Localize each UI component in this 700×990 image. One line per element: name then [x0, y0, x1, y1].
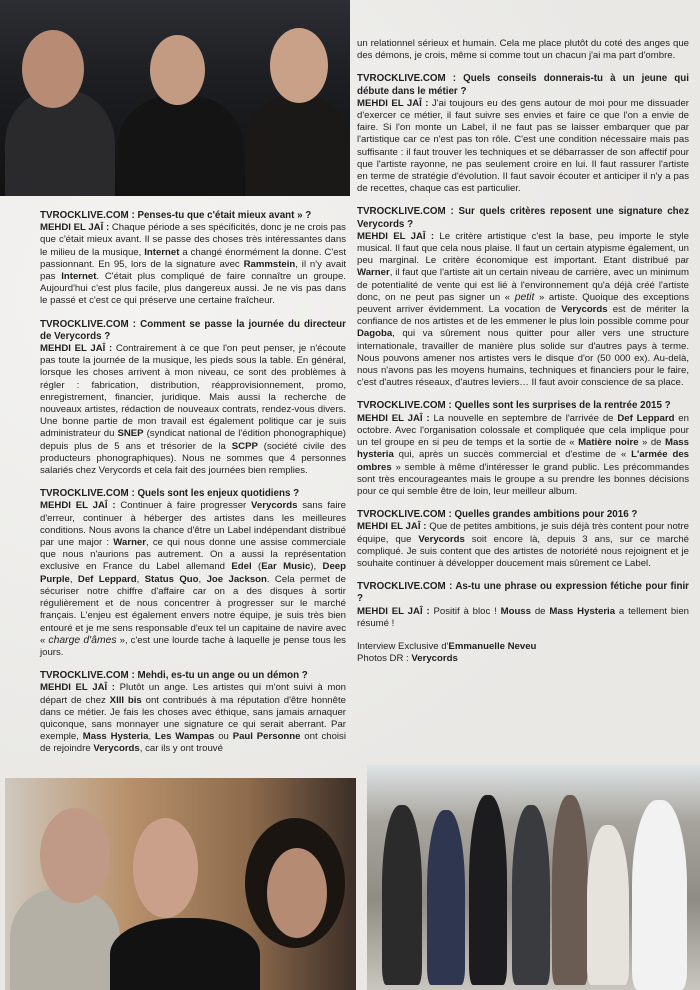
interviewer-label: TVROCKLIVE.COM : [357, 73, 464, 85]
answer [357, 521, 689, 570]
answer-text: » artiste. Quoique des exceptions peuvent arriver évidemment. La vocation de [357, 291, 690, 316]
bold-name: Paul Personne [232, 731, 301, 743]
answer [357, 606, 689, 630]
question [357, 400, 689, 412]
interview-section [357, 206, 689, 389]
bold-name: Edel [231, 561, 252, 573]
answer-text: Continuer à faire progresser [120, 500, 252, 512]
interviewee-label: MEHDI EL JAÎ : [40, 500, 121, 512]
question-text: Quels sont les enjeux quotidiens ? [137, 488, 300, 500]
bold-name: SCPP [231, 440, 258, 452]
interviewee-label: MEHDI EL JAÎ : [357, 521, 430, 533]
italic-quote: petit [514, 291, 535, 303]
answer [357, 231, 689, 390]
bold-name: Status Quo [144, 573, 199, 585]
bold-name: Warner [113, 537, 146, 549]
question [357, 206, 689, 230]
interview-section [40, 319, 346, 478]
photos-label: Photos DR : [357, 653, 412, 665]
bold-name: Def Leppard [617, 412, 675, 424]
answer-text: , qui va sûrement nous quitter pour aller vers une structure internationale, travailler de manière plus solide sur d'autres pays à terme. Nous pouvons amener nos artistes vers le disque d'or (50 000 ex). Au-delà, nous n'avons pas les moyens humains, techniques et financiers pour le faire, c'est d'autres réseaux, d'autres leviers… Il faut avoir conscience de sa place. [357, 328, 689, 389]
bold-name: Def Leppard [77, 573, 137, 585]
bold-name: L'armée des ombres [357, 449, 690, 473]
question [40, 319, 346, 343]
question [40, 210, 346, 222]
answer-text: , [148, 731, 155, 743]
question-text: Sur quels critères reposent une signature chez Verycords ? [357, 206, 689, 230]
answer-text: qui, après un succès commercial et d'estime de « [393, 449, 632, 461]
answer [357, 98, 689, 196]
interviewer-label: TVROCKLIVE.COM : [40, 670, 138, 682]
answer [40, 500, 346, 659]
credits [357, 641, 689, 665]
answer-text: ont choisi de rejoindre [40, 731, 346, 755]
question-text: Quelles sont les surprises de la rentrée 2015 ? [454, 400, 671, 412]
answer-text: . C'était plus compliqué de faire connaître un groupe. Aujourd'hui c'est plus facile, plus dangereux aussi. Je ne vis pas dans le passé et c'est ce qui préserve une certaine fraîcheur. [40, 271, 346, 307]
question [357, 73, 689, 97]
interviewer-label: TVROCKLIVE.COM : [357, 400, 455, 412]
answer-text: , [136, 573, 145, 585]
bold-name: Mass Hysteria [82, 731, 149, 743]
answer-text: , car ils y ont trouvé [139, 743, 223, 755]
bold-name: Matière noire [578, 437, 639, 449]
question [40, 488, 346, 500]
interviewer-label: TVROCKLIVE.COM : [357, 206, 459, 218]
answer-text: Plutôt un ange. Les artistes qui m'ont suivi à mon départ de chez [40, 682, 346, 706]
bold-name: Verycords [561, 304, 608, 316]
question-text: Comment se passe la journée du directeur de Verycords ? [40, 318, 346, 342]
article-column-right [357, 38, 689, 665]
interviewee-label: MEHDI EL JAÎ : [40, 682, 120, 694]
answer-text: Contrairement à ce que l'on peut penser, je n'écoute pas toute la journée de la musique, les pieds sous la table. En général, lorsque les choses arrivent à mon niveau, ce sont des problèmes à régler : fabrication, distribution, réapprovisionnement, promo, enregistrement, financier, juridique. Mais aussi la recherche de nouveaux artistes, rédaction de nouveaux contrats, rendez-vous divers. Une bonne partie de mon travail est également politique car je suis administrateur du [40, 343, 346, 440]
answer-text: La nouvelle en septembre de l'arrivée de [433, 412, 618, 424]
answer-text: (société civile des producteurs phonographiques). Nous ne sommes que 4 personnes salariés chez Verycords et cela fait des journées bien remplies. [40, 440, 346, 477]
interview-section [40, 210, 346, 308]
interviewee-label: MEHDI EL JAÎ : [357, 230, 440, 242]
bold-name: Internet [61, 271, 97, 283]
answer-text: Chaque période a ses spécificités, donc je ne crois pas que c'était mieux avant. Il se passe des choses très intéressantes dans le milieu de la musique, [40, 222, 346, 258]
bold-name: Internet [144, 246, 180, 258]
bold-name: SNEP [117, 428, 144, 440]
bold-name: Ear Music [261, 561, 311, 573]
interview-section [357, 73, 689, 195]
question-text: As-tu une phrase ou expression fétiche pour finir ? [357, 581, 689, 605]
answer-text: , il n'y avait pas [40, 258, 346, 283]
interview-section [357, 581, 689, 630]
answer-text: Positif à bloc ! [433, 605, 501, 617]
answer-continuation: un relationnel sérieux et humain. Cela me place plutôt du coté des anges que des démons, je crois, même si comme tout un chacun j'ai ma part d'ombre. [357, 38, 689, 62]
interviewee-label: MEHDI EL JAÎ : [357, 97, 432, 109]
bold-name: Joe Jackson [206, 573, 267, 585]
answer-text: Que de petites ambitions, je suis déjà très content pour notre équipe, que [357, 521, 689, 545]
bold-name: Verycords [251, 500, 298, 512]
answer-text: , il faut que l'artiste ait un certain niveau de carrière, avec un minimum de potentialité de vente qui est lié à l'environnement qu'a déjà créé l'artiste donc, on ne peut pas signer un « [357, 267, 689, 303]
answer-text: est de mériter la confiance de nos artistes et de les emmener le plus loin possible comme pour [357, 304, 689, 328]
photos-credit: Verycords [411, 653, 458, 665]
answer-text: ), [310, 561, 323, 573]
interviewee-label: MEHDI EL JAÎ : [357, 605, 434, 617]
answer [40, 343, 346, 477]
interview-section [357, 509, 689, 570]
bold-name: XIII bis [109, 694, 142, 706]
interviewee-label: MEHDI EL JAÎ : [40, 222, 112, 234]
question [40, 670, 346, 682]
bold-name: Les Wampas [154, 731, 215, 743]
interview-section [40, 670, 346, 755]
answer-text: , ce qui nous donne une assise commerciale que nous n'aurions pas autrement. On a aussi la représentation exclusive en France du Label allemand [40, 537, 346, 573]
answer-text: », c'est une lourde tache à laquelle je pense tous les jours. [40, 634, 346, 658]
answer-text: . Cela permet de sécuriser notre chiffre d'affaire car on a des disques à sortir régulièrement et de nous concentrer à progresser sur le marché français. L'enjeu est également envers notre équipe, je suis très bien entouré et je me sens responsable d'eux tel un capitaine de navire avec « [40, 573, 346, 646]
interviewer-label: TVROCKLIVE.COM : [40, 210, 138, 221]
bold-name: Deep Purple [40, 561, 346, 585]
answer-text: a changé énormément la donne. C'est passionnant. En 95, lors de la signature avec [40, 246, 346, 270]
interviewer-label: TVROCKLIVE.COM : [357, 509, 455, 521]
interview-section [40, 488, 346, 659]
answer-text: soit encore là, depuis 3 ans, sur ce marché compliqué. Je suis content que des artistes de notoriété nous rejoignent et je souhaite continuer à développer doucement mais sûrement ce Label. [357, 533, 690, 569]
answer-text: a tellement bien résumé ! [357, 605, 689, 629]
photo-three-men-guitar [5, 778, 356, 990]
interviewer-label: TVROCKLIVE.COM : [40, 318, 141, 330]
photo-three-men-studio [0, 0, 350, 196]
bold-name: Warner [357, 267, 390, 279]
bold-name: Dagoba [357, 328, 393, 340]
answer-text: de [530, 605, 550, 617]
answer [40, 682, 346, 755]
interviewer-name: Emmanuelle Neveu [448, 640, 537, 652]
question-text: Mehdi, es-tu un ange ou un démon ? [137, 670, 308, 682]
italic-quote: charge d'âmes [48, 634, 117, 646]
bold-name: Verycords [93, 743, 140, 755]
answer-text: ont contribués à ma réputation d'être honnête dans ce métier. Je fais les choses avec éthique, sans jamais arnaquer quiconque, sans monnayer une signature ce qui serait aberrant. Par exemple, [40, 694, 346, 743]
answer-text: ou [214, 731, 233, 743]
answer-text: » semble à même d'intéresser le grand public. Les précommandes sont très encourageantes mais le groupe a su prendre les bonnes décisions pour ce qui semble être de loin, leur meilleur album. [357, 461, 689, 497]
question [357, 581, 689, 605]
answer [40, 222, 346, 307]
photo-band-group [367, 765, 700, 990]
interviewee-label: MEHDI EL JAÎ : [40, 343, 116, 355]
answer-text: Le critère artistique c'est la base, peu importe le style musical. Il faut que cela nous plaise. Il faut un certain atypisme également, un peu marginal. Le critère économique est important. Etant distribué par [357, 230, 689, 267]
answer-text: (syndicat national de l'édition phonographique) depuis plus de 5 ans et trésorier de la [40, 428, 346, 452]
answer-text: J'ai toujours eu des gens autour de moi pour me dissuader d'exercer ce métier, il faut suivre ses envies et faire ce que l'on a envie de faire. Si l'on monte un Label, il ne faut pas se laisser embarquer que par l'artistique car ce n'est pas ton rôle. C'est une condition nécessaire mais pas suffisante : il faut trouver les techniques et se débarrasser de son affectif pour que l'artiste rayonne, ne pas seulement croire en lui. Il faut rassurer l'artiste en terme de stratégie d'évolution. Il faut savoir écouter et anticiper il n'y a pas de recettes, chaque cas est particulier. [357, 97, 689, 195]
answer [357, 413, 689, 498]
bold-name: Verycords [418, 533, 465, 545]
interview-label: Interview Exclusive d' [357, 640, 449, 652]
bold-name: Mass hysteria [357, 437, 689, 461]
article-column-left [40, 210, 346, 767]
bold-name: Mass Hysteria [549, 605, 616, 617]
interview-section [357, 400, 689, 498]
answer-text: sans faire d'erreur, continuer à héberger des artistes dans les meilleures conditions. Nous avons la chance d'être un Label indépendant distribué par une major : [40, 500, 346, 549]
interviewer-label: TVROCKLIVE.COM : [357, 581, 456, 593]
answer-text: , [69, 573, 78, 585]
question-text: Quels conseils donnerais-tu à un jeune qui débute dans le métier ? [357, 73, 689, 97]
bold-name: Rammstein [243, 258, 296, 270]
answer-text: ( [251, 561, 262, 573]
answer-text: en octobre. Avec l'organisation colossale et compliquée que cela implique pour un tel groupe en si peu de temps et la sortie de « [357, 412, 689, 449]
bold-name: Mouss [500, 605, 531, 617]
interviewee-label: MEHDI EL JAÎ : [357, 412, 434, 424]
question-text: Quelles grandes ambitions pour 2016 ? [454, 509, 638, 521]
answer-text: » de [638, 437, 665, 449]
question-text: Penses-tu que c'était mieux avant » ? [137, 210, 312, 221]
answer-text: , [198, 573, 207, 585]
interviewer-label: TVROCKLIVE.COM : [40, 488, 138, 500]
question [357, 509, 689, 521]
